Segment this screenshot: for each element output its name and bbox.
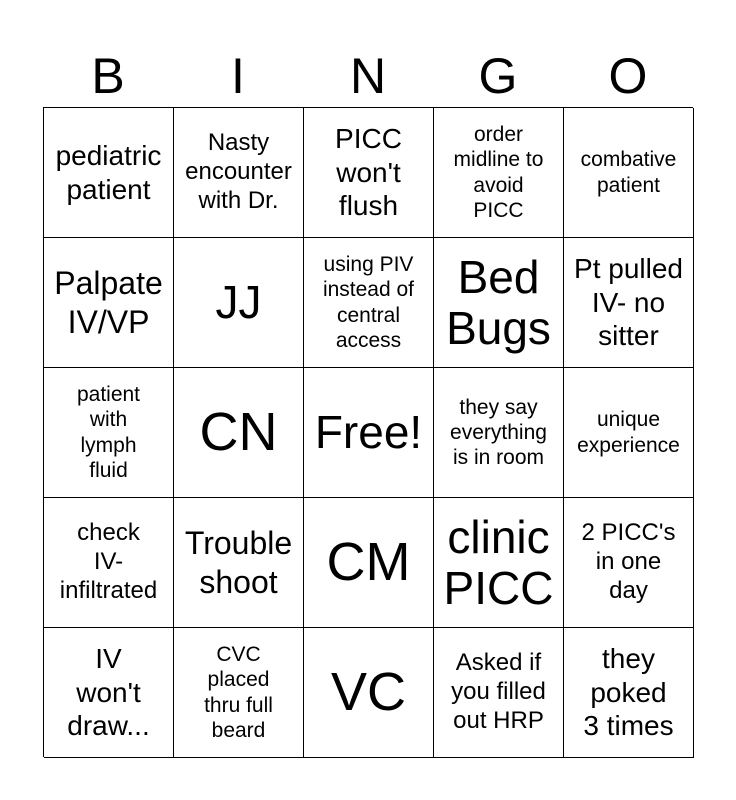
bingo-cell[interactable] xyxy=(174,368,304,498)
bingo-cell[interactable] xyxy=(44,238,174,368)
bingo-cell[interactable] xyxy=(174,238,304,368)
cell-text: 2 PICC's in one day xyxy=(581,519,676,604)
bingo-cell[interactable] xyxy=(304,108,434,238)
cell-text: CVC placed thru full beard xyxy=(204,643,273,742)
cell-text: pediatric patient xyxy=(55,139,162,205)
cell-text: Bed Bugs xyxy=(446,250,551,354)
cell-text: VC xyxy=(330,662,406,723)
bingo-cell[interactable] xyxy=(304,498,434,628)
bingo-cell[interactable] xyxy=(434,108,564,238)
cell-text: CN xyxy=(199,402,278,463)
bingo-cell[interactable] xyxy=(434,368,564,498)
cell-text: they poked 3 times xyxy=(583,643,674,742)
cell-text: Palpate IV/VP xyxy=(54,265,163,340)
header-letter-b: B xyxy=(91,48,125,104)
cell-text: Trouble shoot xyxy=(184,525,293,600)
cell-text: unique experience xyxy=(577,408,680,457)
cell-text: order midline to avoid PICC xyxy=(453,123,544,222)
bingo-cell[interactable] xyxy=(44,498,174,628)
bingo-cell[interactable] xyxy=(174,628,304,758)
cell-text: combative patient xyxy=(580,148,677,197)
bingo-cell[interactable] xyxy=(564,498,694,628)
cell-text: check IV- infiltrated xyxy=(59,519,158,604)
bingo-cell[interactable] xyxy=(564,238,694,368)
bingo-cell[interactable] xyxy=(44,108,174,238)
cell-text: patient with lymph fluid xyxy=(76,383,141,482)
bingo-cell[interactable] xyxy=(564,368,694,498)
bingo-cell[interactable] xyxy=(44,628,174,758)
cell-text: clinic PICC xyxy=(443,510,554,614)
bingo-cell[interactable] xyxy=(434,498,564,628)
header-letter-n: N xyxy=(349,48,387,104)
cell-text: PICC won't flush xyxy=(335,123,402,222)
bingo-cell[interactable] xyxy=(434,238,564,368)
header-letter-i: I xyxy=(231,48,245,104)
cell-text: IV won't draw... xyxy=(67,643,150,742)
bingo-cell[interactable] xyxy=(304,628,434,758)
bingo-cell[interactable] xyxy=(564,628,694,758)
bingo-cell[interactable] xyxy=(174,108,304,238)
cell-text: using PIV instead of central access xyxy=(322,253,415,352)
header-letter-g: G xyxy=(478,48,518,104)
cell-text: they say everything is in room xyxy=(450,395,547,470)
free-space-text: Free! xyxy=(314,406,423,459)
cell-text: CM xyxy=(326,532,411,593)
bingo-cell[interactable] xyxy=(304,238,434,368)
cell-text: Asked if you filled out HRP xyxy=(451,649,546,734)
bingo-cell[interactable] xyxy=(44,368,174,498)
header-letter-o: O xyxy=(608,48,648,104)
free-space-cell[interactable] xyxy=(304,368,434,498)
bingo-cell[interactable] xyxy=(174,498,304,628)
cell-text: Pt pulled IV- no sitter xyxy=(574,253,683,352)
bingo-cell[interactable] xyxy=(434,628,564,758)
cell-text: Nasty encounter with Dr. xyxy=(185,129,292,214)
bingo-header xyxy=(43,48,693,104)
cell-text: JJ xyxy=(215,276,262,329)
bingo-grid xyxy=(43,107,693,757)
bingo-cell[interactable] xyxy=(564,108,694,238)
